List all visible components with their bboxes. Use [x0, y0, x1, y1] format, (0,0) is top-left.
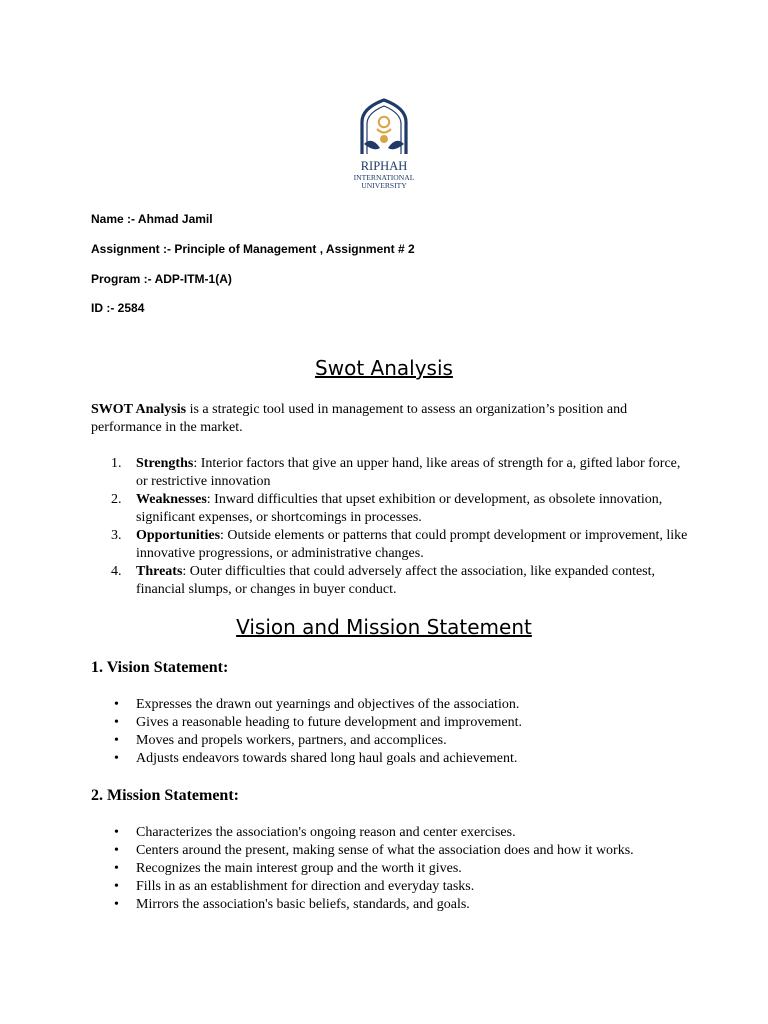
- program-line: [91, 272, 232, 286]
- swot-item-threats: [91, 563, 691, 599]
- program-label: Program :-: [91, 272, 155, 286]
- bullet-icon: •: [114, 897, 119, 912]
- id-value: 2584: [117, 301, 145, 315]
- list-item-text: Expresses the drawn out yearnings and objectives of the association.: [136, 697, 520, 712]
- list-item-text: Gives a reasonable heading to future development and improvement.: [136, 715, 523, 730]
- name-value: Ahmad Jamil: [137, 212, 213, 226]
- logo-name: RIPHAH: [360, 159, 408, 173]
- list-number: 1.: [111, 456, 122, 471]
- bullet-icon: •: [114, 861, 119, 876]
- swot-title: Swot Analysis: [315, 356, 453, 380]
- swot-term: Threats: [136, 564, 183, 579]
- list-item: [91, 860, 691, 878]
- list-item-text: Mirrors the association's basic beliefs, standards, and goals.: [136, 897, 470, 912]
- bullet-icon: •: [114, 715, 119, 730]
- swot-intro-bold: SWOT Analysis: [91, 402, 187, 417]
- assignment-line: [91, 242, 415, 256]
- mission-heading: 2. Mission Statement:: [91, 787, 239, 804]
- swot-term: Weaknesses: [136, 492, 207, 507]
- assignment-label: Assignment :-: [91, 242, 175, 256]
- bullet-icon: •: [114, 843, 119, 858]
- student-name-line: [91, 212, 213, 226]
- swot-desc: : Outer difficulties that could adversely affect the association, like expanded contest, financial slumps, or changes in buyer conduct.: [136, 564, 656, 597]
- list-item-text: Recognizes the main interest group and the worth it gives.: [136, 861, 462, 876]
- id-label: ID :-: [91, 301, 118, 315]
- swot-desc: : Outside elements or patterns that could prompt development or improvement, like innovative progressions, or administrative changes.: [136, 528, 688, 561]
- list-number: 4.: [111, 564, 122, 579]
- swot-term: Strengths: [136, 456, 194, 471]
- program-value: ADP-ITM-1(A): [154, 272, 232, 286]
- list-item-text: Moves and propels workers, partners, and accomplices.: [136, 733, 447, 748]
- swot-item-weaknesses: [91, 491, 691, 527]
- bullet-icon: •: [114, 879, 119, 894]
- logo-line-3: UNIVERSITY: [361, 181, 407, 190]
- list-item: [91, 714, 691, 732]
- swot-desc: : Inward difficulties that upset exhibition or development, as obsolete innovation, significant expenses, or shortcomings in processes.: [136, 492, 663, 525]
- list-item: [91, 878, 691, 896]
- list-item-text: Fills in as an establishment for direction and everyday tasks.: [136, 879, 475, 894]
- bullet-icon: •: [114, 733, 119, 748]
- university-logo: [340, 96, 428, 196]
- bullet-icon: •: [114, 697, 119, 712]
- list-item-text: Characterizes the association's ongoing reason and center exercises.: [136, 825, 516, 840]
- list-item: [91, 750, 691, 768]
- bullet-icon: •: [114, 751, 119, 766]
- name-label: Name :-: [91, 212, 138, 226]
- riphah-crest-icon: [340, 96, 428, 196]
- list-item-text: Adjusts endeavors towards shared long haul goals and achievement.: [136, 751, 518, 766]
- list-item: [91, 696, 691, 714]
- list-item-text: Centers around the present, making sense of what the association does and how it works.: [136, 843, 634, 858]
- swot-intro-rest: is a strategic tool used in management to assess an organization’s position and performance in the market.: [91, 402, 628, 435]
- swot-list: [91, 455, 691, 599]
- list-item: [91, 896, 691, 914]
- swot-item-opportunities: [91, 527, 691, 563]
- list-item: [91, 824, 691, 842]
- swot-intro: [91, 401, 691, 437]
- vision-list: [91, 696, 691, 768]
- list-item: [91, 842, 691, 860]
- list-item: [91, 732, 691, 750]
- list-number: 2.: [111, 492, 122, 507]
- list-number: 3.: [111, 528, 122, 543]
- swot-desc: : Interior factors that give an upper hand, like areas of strength for a, gifted labor force, or restrictive innovation: [136, 456, 681, 489]
- id-line: [91, 301, 144, 315]
- logo-line-2: INTERNATIONAL: [353, 173, 415, 182]
- vision-heading: 1. Vision Statement:: [91, 659, 229, 676]
- swot-item-strengths: [91, 455, 691, 491]
- mission-list: [91, 824, 691, 914]
- swot-term: Opportunities: [136, 528, 221, 543]
- assignment-value: Principle of Management , Assignment # 2: [174, 242, 415, 256]
- bullet-icon: •: [114, 825, 119, 840]
- vision-mission-title: Vision and Mission Statement: [236, 615, 532, 639]
